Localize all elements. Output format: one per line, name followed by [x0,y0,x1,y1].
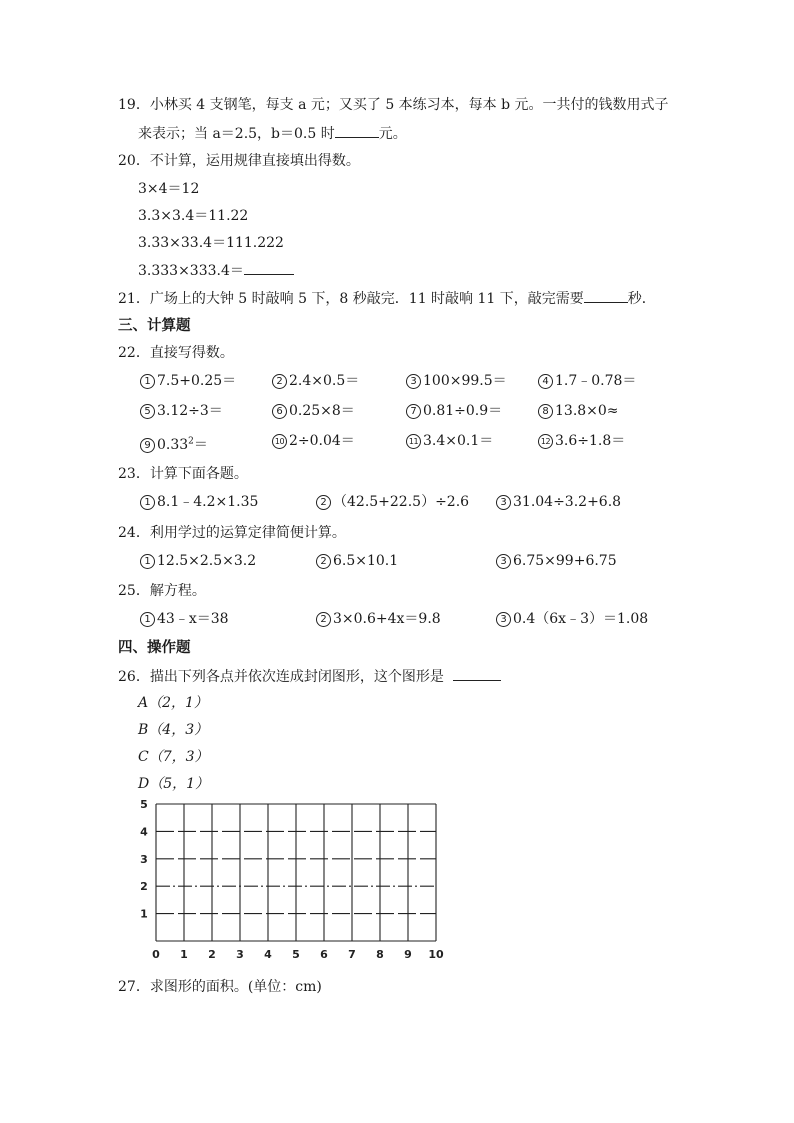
q24-item-1 [140,551,256,571]
q23-item-2 [316,492,469,512]
item-number-icon: 12 [538,434,553,449]
point-c: C（7，3） [138,749,209,765]
q22-expr: 2÷0.04＝ [289,433,355,449]
item-number-icon: 8 [538,404,553,419]
point-a: A（2，1） [138,695,208,711]
q22-title: 22．直接写得数。 [118,345,234,361]
q22-item-7 [406,401,502,421]
x-axis-label: 10 [428,948,444,961]
q25-title: 25．解方程。 [118,583,206,599]
q24-item-3 [496,551,617,571]
exponent: 2 [188,436,194,446]
q22-expr: 3.6÷1.8＝ [555,433,626,449]
x-axis-label: 0 [152,948,160,961]
y-axis-label: 1 [140,907,148,921]
item-number-icon: 3 [406,374,421,389]
coordinate-grid[interactable] [130,796,460,971]
q25-item-1 [140,609,229,629]
q20-eq3: 3.33×33.4＝111.222 [138,235,284,251]
q22-item-1 [140,371,236,391]
q25-expr: 43﹣x＝38 [157,611,229,627]
q22-item-4 [538,371,636,391]
q21-answer-blank[interactable] [584,288,628,303]
q23-title: 23．计算下面各题。 [118,466,248,482]
q22-item-10 [272,431,355,451]
x-axis-label: 9 [404,948,412,961]
q22-expr: 1.7﹣0.78＝ [555,373,637,389]
q22-expr: 0.81÷0.9＝ [423,403,503,419]
q26-answer-blank[interactable] [453,666,501,681]
x-axis-label: 1 [180,948,188,961]
x-axis-label: 2 [208,948,216,961]
q20-eq4-row [138,260,294,281]
item-number-icon: 2 [272,374,287,389]
q19-unit: 元。 [378,126,407,142]
q20-eq1: 3×4＝12 [138,181,200,197]
point-b: B（4，3） [138,722,209,738]
q22-expr: 3.12÷3＝ [157,403,223,419]
q25-item-3 [496,609,648,629]
item-number-icon: 1 [140,612,155,627]
q22-expr: 13.8×0≈ [555,403,619,419]
item-number-icon: 1 [140,495,155,510]
q20-eq4: 3.333×333.4＝ [138,263,244,279]
q24-item-2 [316,551,398,571]
q24-expr: 12.5×2.5×3.2 [157,553,257,569]
item-number-icon: 4 [538,374,553,389]
q22-item-5 [140,401,223,421]
item-number-icon: 1 [140,554,155,569]
q22-expr: 2.4×0.5＝ [289,373,360,389]
item-number-icon: 7 [406,404,421,419]
q22-item-12 [538,431,625,451]
q24-expr: 6.75×99+6.75 [513,553,617,569]
y-axis-label: 3 [140,852,148,866]
item-number-icon: 2 [316,612,331,627]
q25-expr: 3×0.6+4x＝9.8 [333,611,441,627]
y-axis-label: 5 [140,798,148,811]
q23-item-3 [496,492,621,512]
q22-expr: 0.25×8＝ [289,403,355,419]
q27-title: 27．求图形的面积。(单位：cm) [118,979,322,995]
q22-item-11 [406,431,493,451]
q19-line2 [138,123,407,144]
q22-expr: 3.4×0.1＝ [423,433,494,449]
q26-row [118,666,501,687]
q22-item-9 [140,431,208,455]
item-number-icon: 3 [496,495,511,510]
q22-expr: 100×99.5＝ [423,373,507,389]
q23-expr: 8.1﹣4.2×1.35 [157,494,259,510]
q23-expr: 31.04÷3.2+6.8 [513,494,622,510]
item-number-icon: 2 [316,554,331,569]
q25-item-2 [316,609,441,629]
q23-expr: （42.5+22.5）÷2.6 [333,494,470,510]
item-number-icon: 3 [496,612,511,627]
x-axis-label: 8 [376,948,384,961]
q20-eq2: 3.3×3.4＝11.22 [138,208,249,224]
q19-line1: 19．小林买 4 支钢笔，每支 a 元；又买了 5 本练习本，每本 b 元。一共付的钱数用式子 [118,97,669,113]
q22-expr: $0.33^2=$ [157,436,208,453]
x-axis-label: 5 [292,948,300,961]
q22-item-3 [406,371,507,391]
q21-text: 21．广场上的大钟 5 时敲响 5 下，8 秒敲完．11 时敲响 11 下，敲完需要 [118,291,584,307]
item-number-icon: 5 [140,404,155,419]
x-axis-label: 6 [320,948,328,961]
q20-title: 20．不计算，运用规律直接填出得数。 [118,153,360,169]
item-number-icon: 1 [140,374,155,389]
q24-expr: 6.5×10.1 [333,553,399,569]
section-4-heading: 四、操作题 [118,640,191,656]
q21-row [118,288,656,309]
item-number-icon: 9 [140,438,155,453]
x-axis-label: 7 [348,948,356,961]
item-number-icon: 10 [272,434,287,449]
q23-item-1 [140,492,258,512]
q22-expr: 7.5+0.25＝ [157,373,237,389]
q19-answer-blank[interactable] [335,123,379,138]
item-number-icon: 11 [406,434,421,449]
y-axis-label: 2 [140,880,148,894]
q22-item-8 [538,401,619,421]
item-number-icon: 3 [496,554,511,569]
q19-text: 来表示；当 a＝2.5，b＝0.5 时 [138,126,335,142]
q22-item-6 [272,401,355,421]
y-axis-label: 4 [140,825,148,839]
q20-answer-blank[interactable] [244,260,294,275]
q21-unit: 秒． [627,291,656,307]
q22-item-2 [272,371,359,391]
q26-title: 26．描出下列各点并依次连成封闭图形，这个图形是 [118,669,444,685]
q24-title: 24．利用学过的运算定律简便计算。 [118,525,346,541]
point-d: D（5，1） [138,776,210,792]
x-axis-label: 3 [236,948,244,961]
item-number-icon: 2 [316,495,331,510]
section-3-heading: 三、计算题 [118,318,191,334]
x-axis-label: 4 [264,948,272,961]
item-number-icon: 6 [272,404,287,419]
q25-expr: 0.4（6x﹣3）＝1.08 [513,611,649,627]
